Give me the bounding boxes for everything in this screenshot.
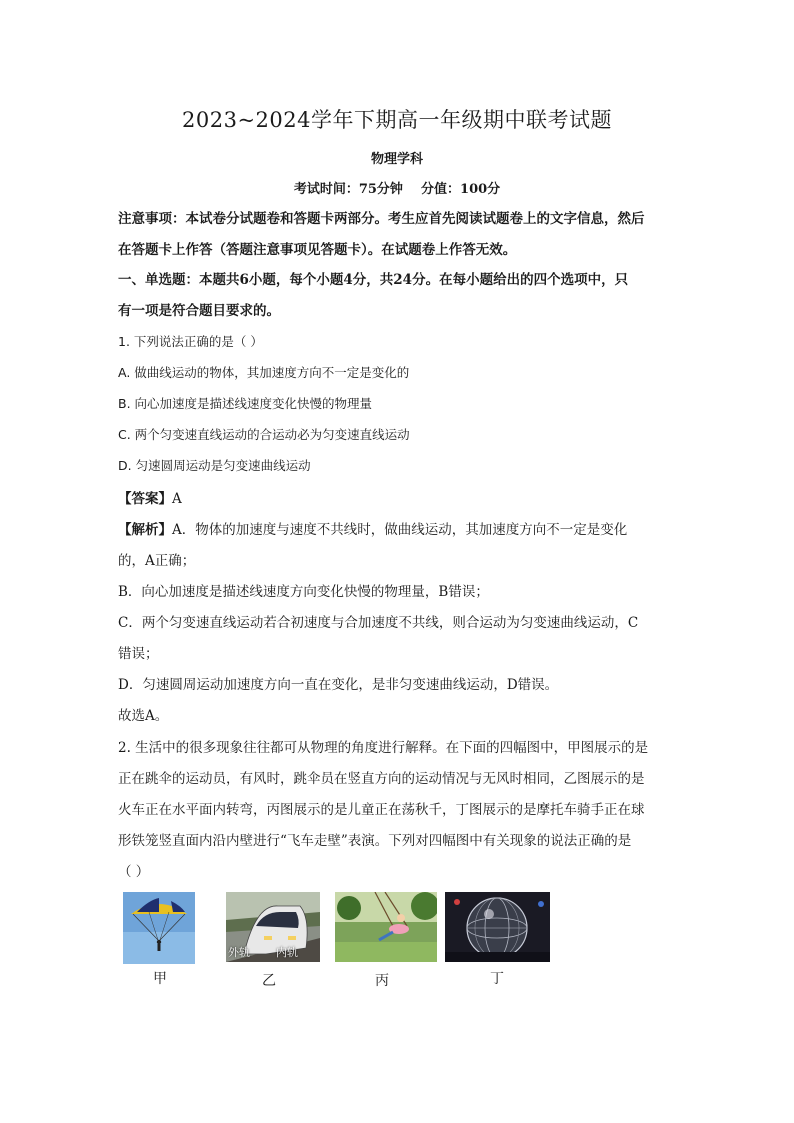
answer-label: 【答案】 — [118, 491, 172, 507]
q1-option-b: B. 向心加速度是描述线速度变化快慢的物理量 — [118, 396, 373, 411]
label-outer-rail: 外轨 — [228, 946, 250, 959]
section-heading-line-2: 有一项是符合题目要求的。 — [118, 303, 280, 319]
subject-label: 物理学科 — [370, 152, 423, 167]
analysis-text: A．物体的加速度与速度不共线时，做曲线运动，其加速度方向不一定是变化 — [172, 522, 628, 538]
exam-title: 2023~2024学年下期高一年级期中联考试题 — [182, 108, 612, 132]
figure-caption-jia: 甲 — [153, 971, 167, 987]
q1-analysis-line-3: B．向心加速度是描述线速度方向变化快慢的物理量，B错误； — [118, 584, 489, 600]
q2-stem-line-2: 正在跳伞的运动员，有风时，跳伞员在竖直方向的运动情况与无风时相同，乙图展示的是 — [118, 771, 645, 787]
analysis-label: 【解析】 — [118, 522, 172, 538]
q2-stem-line-5: （ ） — [118, 864, 150, 880]
swing-photo — [335, 892, 437, 962]
q1-analysis-line-5: 错误； — [118, 646, 159, 662]
figure-globe-of-death — [445, 892, 550, 962]
q1-analysis-line-6: D．匀速圆周运动加速度方向一直在变化，是非匀变速曲线运动，D错误。 — [118, 677, 559, 693]
section-heading-line-1: 一、单选题：本题共6小题，每个小题4分，共24分。在每小题给出的四个选项中，只 — [118, 272, 629, 288]
globe-photo — [445, 892, 550, 962]
figure-caption-bing: 丙 — [375, 973, 389, 989]
figure-caption-ding: 丁 — [490, 971, 504, 987]
figure-parachutist — [123, 892, 195, 964]
figure-train — [226, 892, 320, 962]
label-inner-rail: 内轨 — [276, 946, 298, 959]
notice-line-2: 在答题卡上作答（答题注意事项见答题卡）。在试题卷上作答无效。 — [118, 242, 517, 258]
parachute-photo — [123, 892, 195, 964]
q2-stem-line-1: 2. 生活中的很多现象往往都可从物理的角度进行解释。在下面的四幅图中，甲图展示的是 — [118, 740, 649, 756]
q1-analysis-line-7: 故选A。 — [118, 708, 169, 724]
q1-answer — [118, 487, 182, 507]
figure-swing — [335, 892, 437, 962]
q1-analysis-line-1 — [118, 518, 627, 538]
q1-option-c: C. 两个匀变速直线运动的合运动必为匀变速直线运动 — [118, 427, 410, 442]
q2-stem-line-3: 火车正在水平面内转弯，丙图展示的是儿童正在荡秋千，丁图展示的是摩托车骑手正在球 — [118, 802, 645, 818]
exam-meta: 考试时间：75分钟 分值：100分 — [293, 182, 501, 197]
notice-line-1: 注意事项：本试卷分试题卷和答题卡两部分。考生应首先阅读试题卷上的文字信息，然后 — [118, 211, 645, 227]
q1-option-a: A. 做曲线运动的物体，其加速度方向不一定是变化的 — [118, 365, 410, 380]
q1-option-d: D. 匀速圆周运动是匀变速曲线运动 — [118, 458, 311, 473]
q2-stem-line-4: 形铁笼竖直面内沿内壁进行“飞车走壁”表演。下列对四幅图中有关现象的说法正确的是 — [118, 833, 632, 849]
figure-caption-yi: 乙 — [262, 973, 276, 989]
answer-value: A — [172, 491, 182, 507]
q1-analysis-line-2: 的，A正确； — [118, 553, 196, 569]
q1-analysis-line-4: C．两个匀变速直线运动若合初速度与合加速度不共线，则合运动为匀变速曲线运动，C — [118, 615, 639, 631]
q1-stem: 1. 下列说法正确的是（ ） — [118, 334, 263, 349]
